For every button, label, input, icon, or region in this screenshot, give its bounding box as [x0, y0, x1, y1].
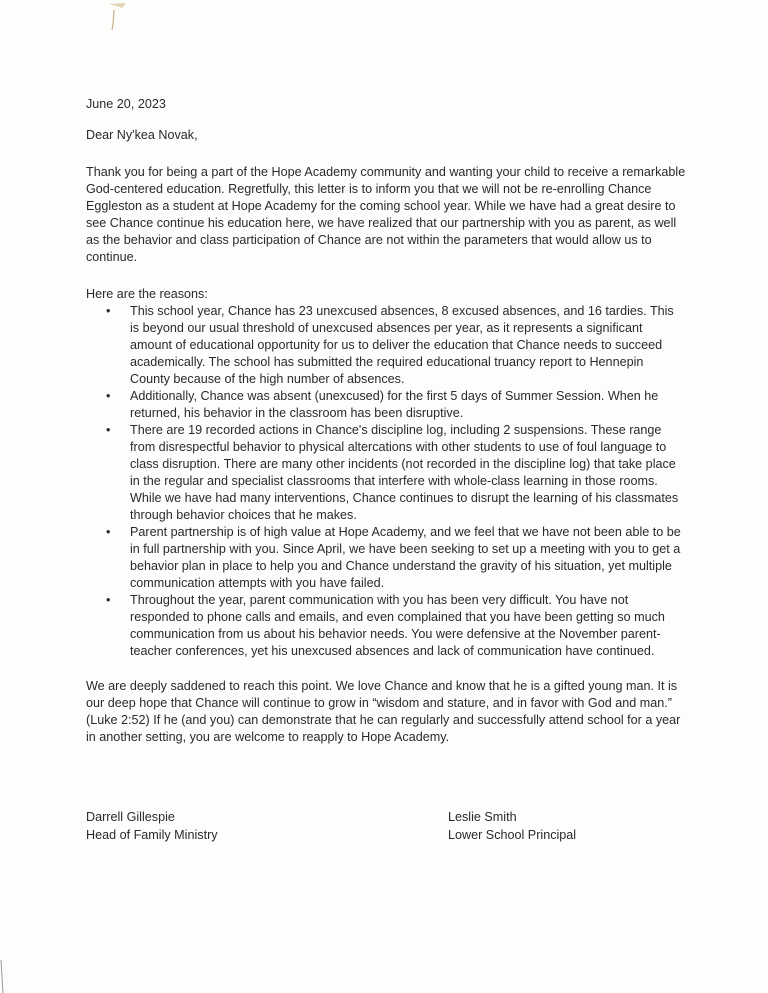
- reason-text: There are 19 recorded actions in Chance's discipline log, including 2 suspensions. These range from disrespectful behavior to physical altercations with other students to use of foul language to class disruption. There are many other incidents (not recorded in the discipline log) that take place in the regular and specialist classrooms that interfere with whole-class learning in those rooms. While we have had many interventions, Chance continues to disrupt the learning of his classmates through behavior choices that he makes.: [130, 423, 679, 522]
- signer-title: Lower School Principal: [448, 828, 577, 842]
- bullet-icon: •: [106, 525, 111, 539]
- salutation: Dear Ny'kea Novak,: [86, 128, 198, 142]
- reason-item: [86, 422, 686, 524]
- reason-text: Throughout the year, parent communication with you has been very difficult. You have not responded to phone calls and emails, and even complained that you have been getting so much communication from us about his behavior needs. You were defensive at the November parent-teacher conferences, yet his unexcused absences and lack of communication have continued.: [130, 593, 665, 658]
- reason-text: Additionally, Chance was absent (unexcused) for the first 5 days of Summer Session. When he returned, his behavior in the classroom has been disruptive.: [130, 389, 659, 420]
- signer-title: Head of Family Ministry: [86, 828, 218, 842]
- closing-paragraph: We are deeply saddened to reach this point. We love Chance and know that he is a gifted young man. It is our deep hope that Chance will continue to grow in “wisdom and stature, and in favor with God and man.” (Luke 2:52) If he (and you) can demonstrate that he can regularly and successfully attend school for a year in another setting, you are welcome to reapply to Hope Academy.: [86, 679, 681, 744]
- bullet-icon: •: [106, 423, 111, 437]
- scan-edge-mark: [0, 960, 6, 993]
- reasons-intro: Here are the reasons:: [86, 287, 208, 301]
- letter-body: [86, 96, 686, 746]
- intro-paragraph: Thank you for being a part of the Hope Academy community and wanting your child to receive a remarkable God-centered education. Regretfully, this letter is to inform you that we will not be re-enrolling Chance Eggleston as a student at Hope Academy for the coming school year. While we have had a great desire to see Chance continue his education here, we have realized that our partnership with you as parent, as well as the behavior and class participation of Chance are not within the parameters that would allow us to continue.: [86, 165, 686, 264]
- signature-left: [86, 808, 218, 844]
- reason-item: [86, 388, 686, 422]
- bullet-icon: •: [106, 304, 111, 318]
- letter-date: June 20, 2023: [86, 97, 166, 111]
- stamp-mark: [100, 0, 140, 34]
- reason-item: [86, 592, 686, 660]
- reasons-list: [86, 303, 686, 660]
- signer-name: Leslie Smith: [448, 810, 517, 824]
- reason-text: Parent partnership is of high value at Hope Academy, and we feel that we have not been able to be in full partnership with you. Since April, we have been seeking to set up a meeting with you to get a behavior plan in place to help you and Chance understand the gravity of his situation, yet multiple communication attempts with you have failed.: [130, 525, 681, 590]
- signer-name: Darrell Gillespie: [86, 810, 175, 824]
- reason-item: [86, 524, 686, 592]
- reason-text: This school year, Chance has 23 unexcused absences, 8 excused absences, and 16 tardies. This is beyond our usual threshold of unexcused absences per year, as it represents a significant amount of educational opportunity for us to deliver the education that Chance needs to succeed academically. The school has submitted the required educational truancy report to Hennepin County because of the high number of absences.: [130, 304, 674, 386]
- reason-item: [86, 303, 686, 388]
- bullet-icon: •: [106, 593, 111, 607]
- signature-right: [448, 808, 576, 844]
- bullet-icon: •: [106, 389, 111, 403]
